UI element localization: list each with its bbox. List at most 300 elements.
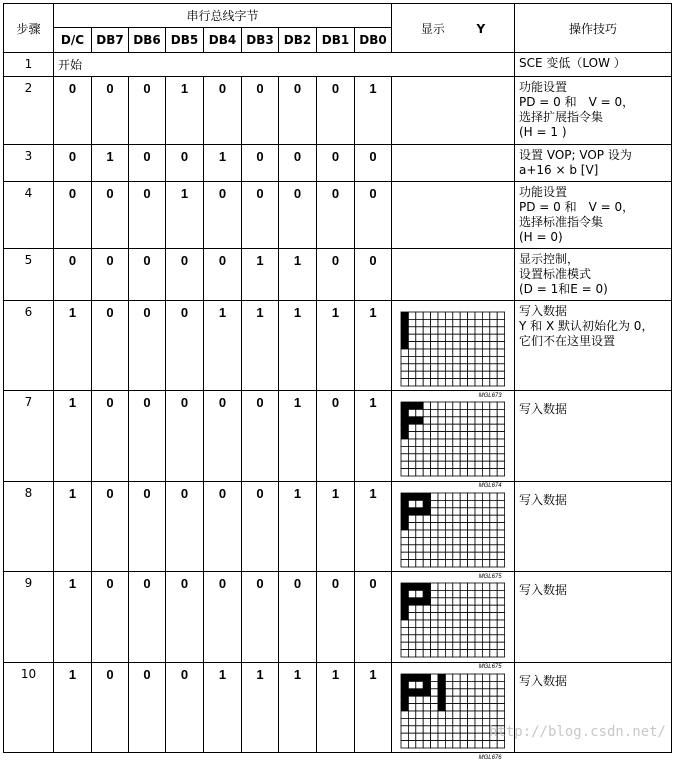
display-cell xyxy=(392,182,515,249)
lcd-pixel-off xyxy=(497,537,504,544)
lcd-pixel-off xyxy=(408,523,415,530)
lcd-pixel-on xyxy=(438,689,445,696)
lcd-pixel-off xyxy=(468,733,475,740)
lcd-pixel-off xyxy=(475,711,482,718)
lcd-pixel-off xyxy=(453,681,460,688)
display-cell xyxy=(392,572,515,670)
lcd-pixel-off xyxy=(431,342,438,349)
lcd-pixel-off xyxy=(490,349,497,356)
bit-value: 0 xyxy=(242,572,279,663)
lcd-pixel-off xyxy=(475,342,482,349)
bit-value: 0 xyxy=(204,391,242,482)
tip-line: 功能设置 xyxy=(519,80,568,94)
lcd-pixel-off xyxy=(416,342,423,349)
lcd-pixel-off xyxy=(445,583,452,590)
lcd-pixel-off xyxy=(497,500,504,507)
operation-tip xyxy=(515,53,672,77)
lcd-pixel-off xyxy=(438,537,445,544)
lcd-pixel-off xyxy=(416,718,423,725)
operation-tip xyxy=(515,391,672,482)
lcd-pixel-on xyxy=(408,583,415,590)
lcd-pixel-off xyxy=(423,613,430,620)
lcd-pixel-off xyxy=(453,424,460,431)
lcd-pixel-off xyxy=(482,454,489,461)
lcd-pixel-off xyxy=(423,327,430,334)
lcd-pixel-off xyxy=(475,327,482,334)
lcd-pixel-off xyxy=(475,371,482,378)
lcd-pixel-off xyxy=(416,364,423,371)
lcd-pixel-off xyxy=(482,704,489,711)
lcd-pixel-off xyxy=(445,432,452,439)
lcd-pixel-off xyxy=(460,681,467,688)
header-bit: DB2 xyxy=(279,28,317,53)
lcd-pixel-off xyxy=(423,334,430,341)
lcd-init-table xyxy=(3,3,672,761)
lcd-pixel-off xyxy=(445,349,452,356)
bit-value: 1 xyxy=(279,391,317,482)
lcd-pixel-off xyxy=(445,409,452,416)
lcd-pixel-off xyxy=(445,627,452,634)
lcd-pixel-off xyxy=(431,681,438,688)
lcd-pixel-off xyxy=(445,379,452,386)
lcd-pixel-off xyxy=(460,590,467,597)
table-row xyxy=(4,53,672,77)
lcd-pixel-off xyxy=(475,620,482,627)
lcd-pixel-off xyxy=(453,642,460,649)
lcd-pixel-off xyxy=(408,319,415,326)
lcd-pixel-off xyxy=(408,537,415,544)
lcd-pixel-off xyxy=(497,674,504,681)
lcd-pixel-off xyxy=(431,552,438,559)
header-bit: DB4 xyxy=(204,28,242,53)
lcd-pixel-off xyxy=(460,733,467,740)
lcd-pixel-off xyxy=(445,537,452,544)
lcd-pixel-off xyxy=(416,711,423,718)
bit-value: 0 xyxy=(242,182,279,249)
bit-value: 0 xyxy=(92,249,129,301)
lcd-pixel-off xyxy=(401,642,408,649)
lcd-pixel-off xyxy=(445,417,452,424)
lcd-pixel-off xyxy=(482,515,489,522)
lcd-pixel-off xyxy=(445,711,452,718)
lcd-pixel-off xyxy=(490,327,497,334)
lcd-pixel-off xyxy=(431,560,438,567)
lcd-pixel-off xyxy=(490,642,497,649)
bit-value: 0 xyxy=(355,572,392,663)
lcd-pixel-off xyxy=(482,364,489,371)
lcd-pixel-off xyxy=(408,696,415,703)
bit-value: 0 xyxy=(355,145,392,182)
lcd-pixel-off xyxy=(497,469,504,476)
lcd-pixel-off xyxy=(468,493,475,500)
lcd-pixel-off xyxy=(468,508,475,515)
lcd-pixel-off xyxy=(497,560,504,567)
lcd-pixel-off xyxy=(460,704,467,711)
lcd-pixel-off xyxy=(490,635,497,642)
lcd-pixel-off xyxy=(482,598,489,605)
bit-value: 0 xyxy=(204,182,242,249)
lcd-pixel-off xyxy=(475,493,482,500)
lcd-pixel-off xyxy=(408,327,415,334)
lcd-pixel-off xyxy=(416,681,423,688)
lcd-pixel-off xyxy=(423,704,430,711)
lcd-pixel-off xyxy=(490,432,497,439)
bit-value: 0 xyxy=(204,482,242,572)
mgl-label: MGL675 xyxy=(478,664,502,670)
lcd-pixel-off xyxy=(468,432,475,439)
lcd-pixel-off xyxy=(468,327,475,334)
lcd-pixel-off xyxy=(475,635,482,642)
lcd-pixel-off xyxy=(460,342,467,349)
lcd-pixel-off xyxy=(490,650,497,657)
table-row xyxy=(4,145,672,182)
lcd-pixel-off xyxy=(408,530,415,537)
start-text: 开始 xyxy=(54,53,515,77)
lcd-pixel-off xyxy=(416,515,423,522)
lcd-pixel-off xyxy=(445,689,452,696)
bit-value: 1 xyxy=(355,482,392,572)
lcd-pixel-off xyxy=(423,741,430,748)
header-bit: DB0 xyxy=(355,28,392,53)
lcd-pixel-off xyxy=(445,598,452,605)
lcd-pixel-off xyxy=(431,605,438,612)
lcd-pixel-on xyxy=(401,689,408,696)
lcd-pixel-off xyxy=(490,605,497,612)
lcd-pixel-off xyxy=(475,681,482,688)
lcd-pixel-off xyxy=(416,349,423,356)
operation-tip xyxy=(515,572,672,663)
bit-value: 1 xyxy=(279,663,317,753)
bit-value: 0 xyxy=(317,572,355,663)
lcd-pixel-off xyxy=(482,523,489,530)
lcd-pixel-off xyxy=(438,650,445,657)
lcd-pixel-off xyxy=(490,469,497,476)
lcd-pixel-off xyxy=(431,598,438,605)
lcd-pixel-off xyxy=(453,530,460,537)
lcd-pixel-off xyxy=(475,439,482,446)
lcd-pixel-off xyxy=(445,515,452,522)
tip-line: (H = 1 ) xyxy=(519,125,567,139)
lcd-pixel-off xyxy=(468,552,475,559)
bit-value: 0 xyxy=(355,182,392,249)
bit-value: 1 xyxy=(317,301,355,391)
lcd-pixel-off xyxy=(445,334,452,341)
lcd-pixel-off xyxy=(453,508,460,515)
lcd-pixel-off xyxy=(423,530,430,537)
lcd-pixel-off xyxy=(423,711,430,718)
lcd-pixel-off xyxy=(423,515,430,522)
tip-line: 选择扩展指令集 xyxy=(519,110,604,124)
lcd-pixel-on xyxy=(416,508,423,515)
lcd-pixel-off xyxy=(416,545,423,552)
lcd-pixel-off xyxy=(475,454,482,461)
lcd-pixel-off xyxy=(475,537,482,544)
lcd-pixel-off xyxy=(482,349,489,356)
lcd-pixel-off xyxy=(408,500,415,507)
lcd-pixel-off xyxy=(408,613,415,620)
lcd-pixel-off xyxy=(490,613,497,620)
lcd-pixel-off xyxy=(497,454,504,461)
lcd-pixel-off xyxy=(438,469,445,476)
lcd-pixel-off xyxy=(453,605,460,612)
table-row xyxy=(4,301,672,391)
lcd-pixel-off xyxy=(416,319,423,326)
lcd-pixel-off xyxy=(431,409,438,416)
bit-value: 1 xyxy=(204,301,242,391)
lcd-pixel-on xyxy=(401,312,408,319)
bit-value: 0 xyxy=(54,77,92,145)
lcd-pixel-off xyxy=(468,356,475,363)
lcd-pixel-off xyxy=(431,493,438,500)
lcd-pixel-off xyxy=(438,312,445,319)
lcd-pixel-off xyxy=(445,545,452,552)
bit-value: 1 xyxy=(355,391,392,482)
bit-value: 0 xyxy=(166,572,204,663)
lcd-pixel-off xyxy=(497,327,504,334)
lcd-pixel-off xyxy=(497,613,504,620)
lcd-pixel-on xyxy=(416,598,423,605)
lcd-pixel-off xyxy=(490,493,497,500)
lcd-pixel-off xyxy=(468,409,475,416)
lcd-pixel-off xyxy=(416,741,423,748)
lcd-pixel-off xyxy=(438,371,445,378)
lcd-pixel-off xyxy=(438,409,445,416)
lcd-pixel-off xyxy=(482,642,489,649)
lcd-pixel-off xyxy=(401,537,408,544)
bit-value: 1 xyxy=(355,663,392,753)
table-row xyxy=(4,77,672,145)
lcd-pixel-off xyxy=(482,530,489,537)
lcd-pixel-off xyxy=(468,583,475,590)
lcd-pixel-off xyxy=(431,590,438,597)
step-number: 9 xyxy=(4,572,54,663)
lcd-pixel-off xyxy=(497,446,504,453)
lcd-pixel-off xyxy=(490,342,497,349)
lcd-pixel-off xyxy=(460,446,467,453)
bit-value: 0 xyxy=(279,572,317,663)
lcd-pixel-off xyxy=(438,560,445,567)
lcd-pixel-off xyxy=(490,356,497,363)
display-cell xyxy=(392,249,515,301)
lcd-pixel-off xyxy=(453,718,460,725)
lcd-pixel-off xyxy=(497,620,504,627)
bit-value: 0 xyxy=(92,391,129,482)
lcd-pixel-off xyxy=(453,409,460,416)
lcd-pixel-off xyxy=(453,515,460,522)
lcd-pixel-off xyxy=(445,605,452,612)
bit-value: 1 xyxy=(54,391,92,482)
bit-value: 0 xyxy=(54,182,92,249)
lcd-pixel-off xyxy=(468,545,475,552)
lcd-pixel-off xyxy=(482,342,489,349)
bit-value: 0 xyxy=(166,249,204,301)
lcd-pixel-off xyxy=(401,364,408,371)
lcd-pixel-off xyxy=(423,605,430,612)
lcd-pixel-off xyxy=(468,689,475,696)
lcd-pixel-off xyxy=(468,560,475,567)
bit-value: 0 xyxy=(92,301,129,391)
bit-value: 0 xyxy=(92,482,129,572)
lcd-pixel-off xyxy=(497,711,504,718)
lcd-pixel-off xyxy=(497,424,504,431)
lcd-pixel-on xyxy=(416,493,423,500)
lcd-pixel-off xyxy=(453,454,460,461)
lcd-pixel-off xyxy=(497,590,504,597)
lcd-pixel-off xyxy=(482,605,489,612)
header-bit: DB5 xyxy=(166,28,204,53)
lcd-pixel-on xyxy=(416,417,423,424)
step-number: 1 xyxy=(4,53,54,77)
lcd-pixel-off xyxy=(423,620,430,627)
lcd-pixel-off xyxy=(445,635,452,642)
lcd-pixel-off xyxy=(468,364,475,371)
lcd-pixel-on xyxy=(401,598,408,605)
lcd-pixel-off xyxy=(408,681,415,688)
lcd-pixel-off xyxy=(490,454,497,461)
lcd-pixel-off xyxy=(401,620,408,627)
lcd-pixel-off xyxy=(431,469,438,476)
header-step: 步骤 xyxy=(4,4,54,53)
bit-value: 1 xyxy=(242,249,279,301)
lcd-pixel-off xyxy=(490,704,497,711)
lcd-pixel-off xyxy=(438,711,445,718)
lcd-pixel-off xyxy=(416,620,423,627)
lcd-pixel-off xyxy=(431,454,438,461)
lcd-pixel-on xyxy=(408,402,415,409)
lcd-pixel-off xyxy=(482,327,489,334)
operation-tip xyxy=(515,482,672,572)
bit-value: 0 xyxy=(317,145,355,182)
lcd-pixel-off xyxy=(460,493,467,500)
lcd-pixel-off xyxy=(475,446,482,453)
lcd-pixel-off xyxy=(431,689,438,696)
lcd-pixel-off xyxy=(416,726,423,733)
lcd-pixel-off xyxy=(482,674,489,681)
lcd-pixel-off xyxy=(490,537,497,544)
tip-line: 写入数据 xyxy=(519,304,568,318)
lcd-pixel-off xyxy=(401,560,408,567)
lcd-pixel-off xyxy=(490,741,497,748)
lcd-pixel-off xyxy=(431,696,438,703)
lcd-pixel-off xyxy=(490,508,497,515)
bit-value: 0 xyxy=(129,482,166,572)
bit-value: 1 xyxy=(355,77,392,145)
lcd-pixel-off xyxy=(408,620,415,627)
lcd-pixel-on xyxy=(408,674,415,681)
lcd-pixel-off xyxy=(475,718,482,725)
lcd-pixel-off xyxy=(445,493,452,500)
lcd-pixel-off xyxy=(497,681,504,688)
lcd-pixel-off xyxy=(438,620,445,627)
lcd-pixel-off xyxy=(482,620,489,627)
lcd-pixel-off xyxy=(453,545,460,552)
lcd-pixel-off xyxy=(490,545,497,552)
lcd-pixel-off xyxy=(438,327,445,334)
lcd-pixel-off xyxy=(460,500,467,507)
lcd-pixel-off xyxy=(408,432,415,439)
lcd-pixel-off xyxy=(468,342,475,349)
lcd-pixel-off xyxy=(482,583,489,590)
lcd-pixel-off xyxy=(445,718,452,725)
lcd-pixel-off xyxy=(497,493,504,500)
lcd-pixel-off xyxy=(453,461,460,468)
lcd-pixel-off xyxy=(453,446,460,453)
lcd-pixel-on xyxy=(401,605,408,612)
lcd-pixel-off xyxy=(416,432,423,439)
lcd-pixel-off xyxy=(416,409,423,416)
lcd-pixel-off xyxy=(460,439,467,446)
bit-value: 0 xyxy=(129,182,166,249)
lcd-pixel-on xyxy=(423,583,430,590)
lcd-pixel-off xyxy=(453,364,460,371)
lcd-pixel-off xyxy=(408,733,415,740)
lcd-pixel-off xyxy=(401,627,408,634)
bit-value: 0 xyxy=(317,182,355,249)
lcd-pixel-off xyxy=(408,650,415,657)
lcd-pixel-off xyxy=(423,432,430,439)
lcd-pixel-on xyxy=(401,424,408,431)
lcd-pixel-off xyxy=(468,500,475,507)
lcd-pixel-off xyxy=(482,319,489,326)
lcd-pixel-off xyxy=(408,371,415,378)
lcd-pixel-off xyxy=(490,598,497,605)
lcd-pixel-off xyxy=(408,469,415,476)
lcd-pixel-off xyxy=(490,689,497,696)
lcd-pixel-off xyxy=(490,583,497,590)
lcd-pixel-off xyxy=(497,515,504,522)
lcd-pixel-off xyxy=(460,696,467,703)
lcd-pixel-off xyxy=(453,417,460,424)
lcd-pixel-off xyxy=(490,319,497,326)
lcd-pixel-off xyxy=(445,342,452,349)
lcd-pixel-off xyxy=(490,446,497,453)
tip-line: 选择标准指令集 xyxy=(519,215,604,229)
lcd-display-grid xyxy=(400,582,506,672)
bit-value: 0 xyxy=(242,482,279,572)
lcd-pixel-off xyxy=(431,417,438,424)
lcd-pixel-off xyxy=(423,537,430,544)
lcd-pixel-off xyxy=(490,523,497,530)
lcd-pixel-on xyxy=(416,583,423,590)
watermark: http://blog.csdn.net/ xyxy=(488,724,666,740)
lcd-pixel-off xyxy=(401,461,408,468)
lcd-pixel-off xyxy=(490,424,497,431)
lcd-pixel-off xyxy=(423,635,430,642)
tip-line: PD = 0 和 V = 0， xyxy=(519,200,635,214)
lcd-pixel-off xyxy=(482,613,489,620)
lcd-pixel-off xyxy=(497,598,504,605)
lcd-pixel-off xyxy=(497,523,504,530)
lcd-pixel-off xyxy=(445,424,452,431)
lcd-pixel-off xyxy=(438,741,445,748)
lcd-pixel-off xyxy=(401,552,408,559)
lcd-pixel-off xyxy=(416,537,423,544)
display-cell xyxy=(392,145,515,182)
bit-value: 0 xyxy=(129,301,166,391)
lcd-pixel-off xyxy=(497,402,504,409)
lcd-pixel-off xyxy=(460,402,467,409)
lcd-pixel-on xyxy=(401,327,408,334)
lcd-pixel-off xyxy=(497,461,504,468)
lcd-pixel-off xyxy=(453,349,460,356)
lcd-pixel-off xyxy=(460,515,467,522)
lcd-pixel-on xyxy=(423,508,430,515)
lcd-pixel-off xyxy=(475,508,482,515)
header-bit: DB1 xyxy=(317,28,355,53)
lcd-pixel-off xyxy=(408,409,415,416)
lcd-pixel-off xyxy=(453,500,460,507)
lcd-pixel-off xyxy=(431,733,438,740)
